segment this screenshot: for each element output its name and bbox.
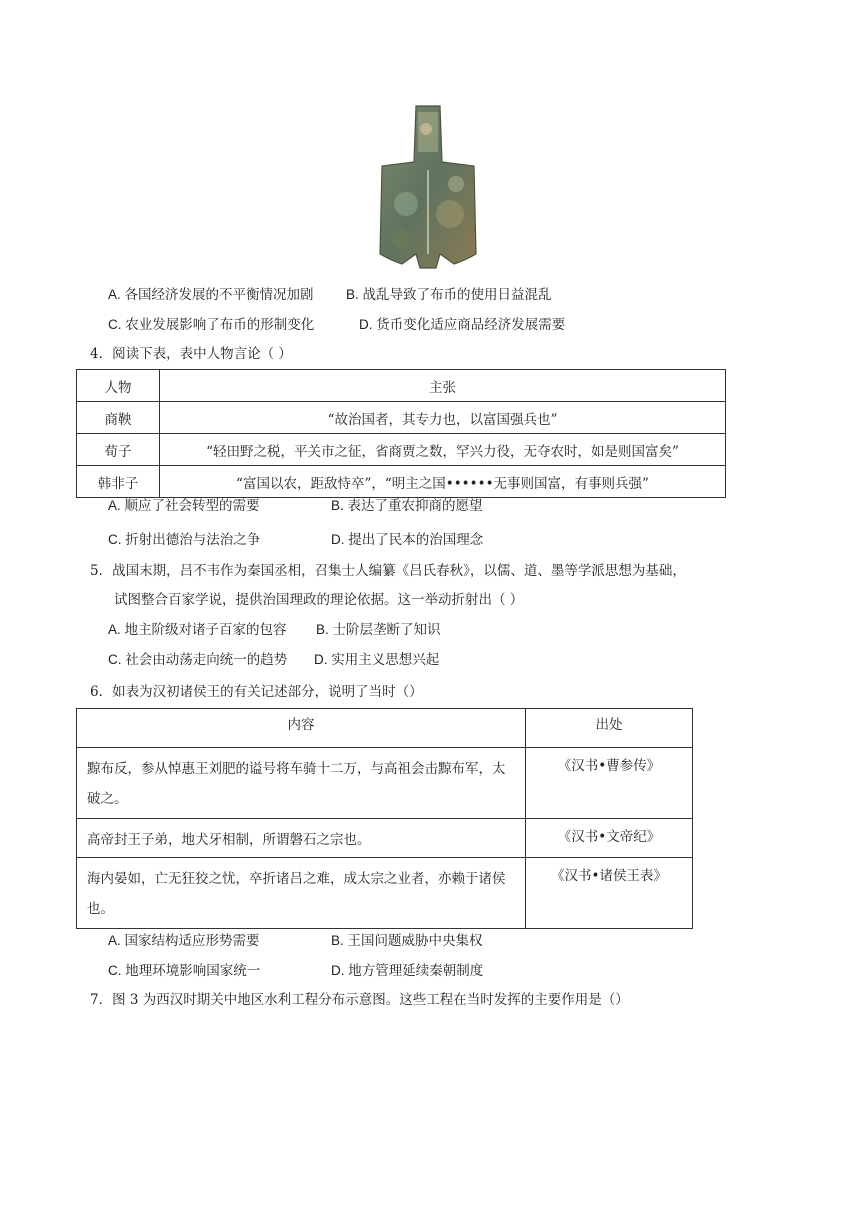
table-cell: 《汉书•曹参传》 bbox=[526, 748, 693, 819]
table-cell: 《汉书•诸侯王表》 bbox=[526, 858, 693, 929]
table-header-cell: 主张 bbox=[160, 370, 726, 402]
table-row bbox=[77, 402, 726, 434]
q4-option-c: C. 折射出德治与法治之争 bbox=[108, 532, 261, 547]
table-row bbox=[77, 466, 726, 498]
q7-stem: 7．图 3 为西汉时期关中地区水利工程分布示意图。这些工程在当时发挥的主要作用是（） bbox=[90, 992, 629, 1008]
table-header-row bbox=[77, 370, 726, 402]
q6-option-b: B. 王国问题威胁中央集权 bbox=[331, 933, 483, 948]
table-cell: 商鞅 bbox=[77, 402, 160, 434]
spade-coin-image bbox=[376, 104, 480, 270]
q4-table bbox=[76, 369, 726, 498]
table-header-row bbox=[77, 709, 693, 748]
q3-option-c: C. 农业发展影响了布币的形制变化 bbox=[108, 317, 315, 332]
q5-stem-line2: 试图整合百家学说，提供治国理政的理论依据。这一举动折射出（ ） bbox=[114, 592, 524, 608]
q6-option-a: A. 国家结构适应形势需要 bbox=[108, 933, 260, 948]
table-cell: 高帝封王子弟，地犬牙相制，所谓磐石之宗也。 bbox=[77, 819, 526, 858]
table-cell: “轻田野之税，平关市之征，省商贾之数，罕兴力役，无夺农时，如是则国富矣” bbox=[160, 434, 726, 466]
table-row bbox=[77, 748, 693, 819]
q3-option-a: A. 各国经济发展的不平衡情况加剧 bbox=[108, 287, 314, 302]
table-cell: 荀子 bbox=[77, 434, 160, 466]
table-row bbox=[77, 858, 693, 929]
q6-option-d: D. 地方管理延续秦朝制度 bbox=[331, 963, 484, 978]
table-row bbox=[77, 819, 693, 858]
table-cell: 韩非子 bbox=[77, 466, 160, 498]
q4-option-b: B. 表达了重农抑商的愿望 bbox=[331, 498, 483, 513]
q4-option-a: A. 顺应了社会转型的需要 bbox=[108, 498, 260, 513]
q6-option-c: C. 地理环境影响国家统一 bbox=[108, 963, 261, 978]
q5-option-d: D. 实用主义思想兴起 bbox=[314, 652, 440, 667]
table-header-cell: 出处 bbox=[526, 709, 693, 748]
table-cell: 黥布反，参从悼惠王刘肥的谥号将车骑十二万，与高祖会击黥布军，太破之。 bbox=[77, 748, 526, 819]
table-cell: “故治国者，其专力也，以富国强兵也” bbox=[160, 402, 726, 434]
table-cell: “富国以农，距敌恃卒”，“明主之国••••••无事则国富，有事则兵强” bbox=[160, 466, 726, 498]
table-cell: 海内晏如，亡无狂狡之忧，卒折诸吕之难，成太宗之业者，亦赖于诸侯也。 bbox=[77, 858, 526, 929]
table-header-cell: 内容 bbox=[77, 709, 526, 748]
q3-option-b: B. 战乱导致了布币的使用日益混乱 bbox=[346, 287, 552, 302]
q5-option-b: B. 士阶层垄断了知识 bbox=[316, 622, 441, 637]
q4-stem: 4．阅读下表，表中人物言论（ ） bbox=[90, 346, 292, 362]
q5-option-c: C. 社会由动荡走向统一的趋势 bbox=[108, 652, 288, 667]
q6-stem: 6．如表为汉初诸侯王的有关记述部分，说明了当时（） bbox=[90, 684, 423, 700]
table-header-cell: 人物 bbox=[77, 370, 160, 402]
table-row bbox=[77, 434, 726, 466]
table-cell: 《汉书•文帝纪》 bbox=[526, 819, 693, 858]
q5-stem-line1: 5．战国末期，吕不韦作为秦国丞相，召集士人编纂《吕氏春秋》，以儒、道、墨等学派思想为基础， bbox=[90, 563, 686, 579]
q3-option-d: D. 货币变化适应商品经济发展需要 bbox=[359, 317, 566, 332]
q5-option-a: A. 地主阶级对诸子百家的包容 bbox=[108, 622, 287, 637]
q6-table bbox=[76, 708, 693, 929]
q4-option-d: D. 提出了民本的治国理念 bbox=[331, 532, 484, 547]
